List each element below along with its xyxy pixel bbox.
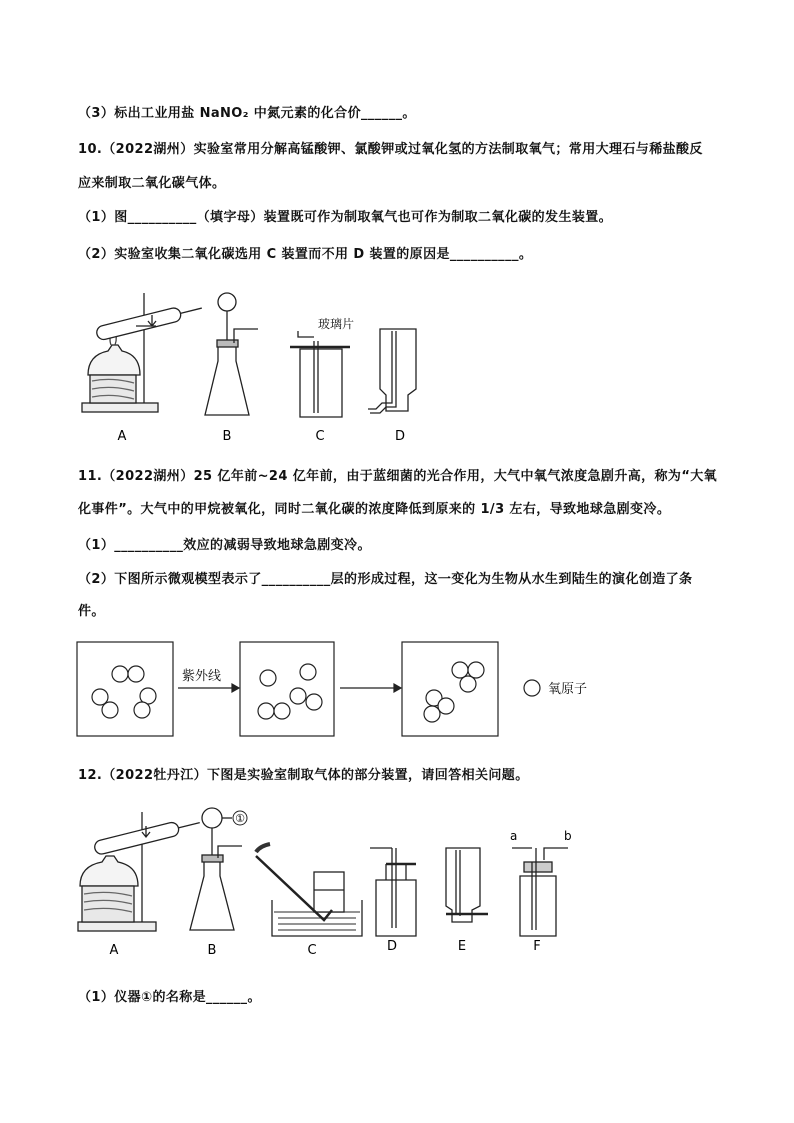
apparatus-d — [370, 848, 416, 936]
marker-1: ① — [235, 812, 245, 825]
port-b: b — [564, 829, 572, 843]
apparatus-c — [290, 331, 350, 417]
label-d: D — [386, 939, 398, 954]
label-e: E — [457, 939, 467, 954]
label-b: B — [207, 943, 217, 958]
q11-ozone-model-figure — [76, 640, 616, 740]
q11-stem-line1: 11.（2022湖州）25 亿年前~24 亿年前，由于蓝细菌的光合作用，大气中氧气浓度急剧升高，称为“大氧 — [78, 469, 718, 484]
label-a: A — [117, 429, 127, 444]
box-ozone-molecules — [402, 642, 498, 736]
apparatus-e — [446, 848, 488, 922]
apparatus-a — [78, 812, 201, 931]
q11-part2-line2: 件。 — [78, 604, 105, 619]
q12-apparatus-figure — [74, 800, 584, 960]
label-b: B — [222, 429, 232, 444]
q9-part3: （3）标出工业用盐 NaNO₂ 中氮元素的化合价______。 — [78, 106, 416, 121]
q12-part1: （1）仪器①的名称是______。 — [78, 990, 261, 1005]
q11-part1: （1）__________效应的减弱导致地球急剧变冷。 — [78, 538, 371, 553]
apparatus-a — [82, 293, 203, 412]
legend-oxygen-atom-label: 氧原子 — [548, 682, 588, 697]
glass-plate-label: 玻璃片 — [318, 317, 355, 331]
q10-stem-line1: 10.（2022湖州）实验室常用分解高锰酸钾、氯酸钾或过氧化氢的方法制取氧气；常用大理石与稀盐酸反 — [78, 142, 703, 157]
label-d: D — [394, 429, 406, 444]
port-a: a — [510, 829, 518, 843]
apparatus-c — [256, 844, 362, 936]
q10-stem-line2: 应来制取二氧化碳气体。 — [78, 176, 226, 191]
box-oxygen-molecules — [77, 642, 173, 736]
apparatus-d — [368, 329, 416, 413]
label-f: F — [533, 939, 541, 954]
box-oxygen-atoms — [240, 642, 334, 736]
apparatus-f — [512, 848, 568, 936]
q10-apparatus-figure — [78, 285, 438, 445]
label-a: A — [109, 943, 119, 958]
label-c: C — [315, 429, 325, 444]
q10-part2: （2）实验室收集二氧化碳选用 C 装置而不用 D 装置的原因是__________。 — [78, 247, 533, 262]
q10-part1: （1）图__________（填字母）装置既可作为制取氧气也可作为制取二氧化碳的发生装置。 — [78, 210, 613, 225]
q12-stem: 12.（2022牡丹江）下图是实验室制取气体的部分装置，请回答相关问题。 — [78, 768, 529, 783]
apparatus-b — [205, 293, 258, 415]
q11-part2-line1: （2）下图所示微观模型表示了__________层的形成过程，这一变化为生物从水生到陆生的演化创造了条 — [78, 572, 693, 587]
label-c: C — [307, 943, 317, 958]
uv-arrow-label: 紫外线 — [182, 669, 222, 684]
apparatus-b — [190, 808, 242, 930]
legend-oxygen-atom-symbol — [524, 680, 540, 696]
q11-stem-line2: 化事件”。大气中的甲烷被氧化，同时二氧化碳的浓度降低到原来的 1/3 左右，导致地球急剧变冷。 — [78, 502, 671, 517]
